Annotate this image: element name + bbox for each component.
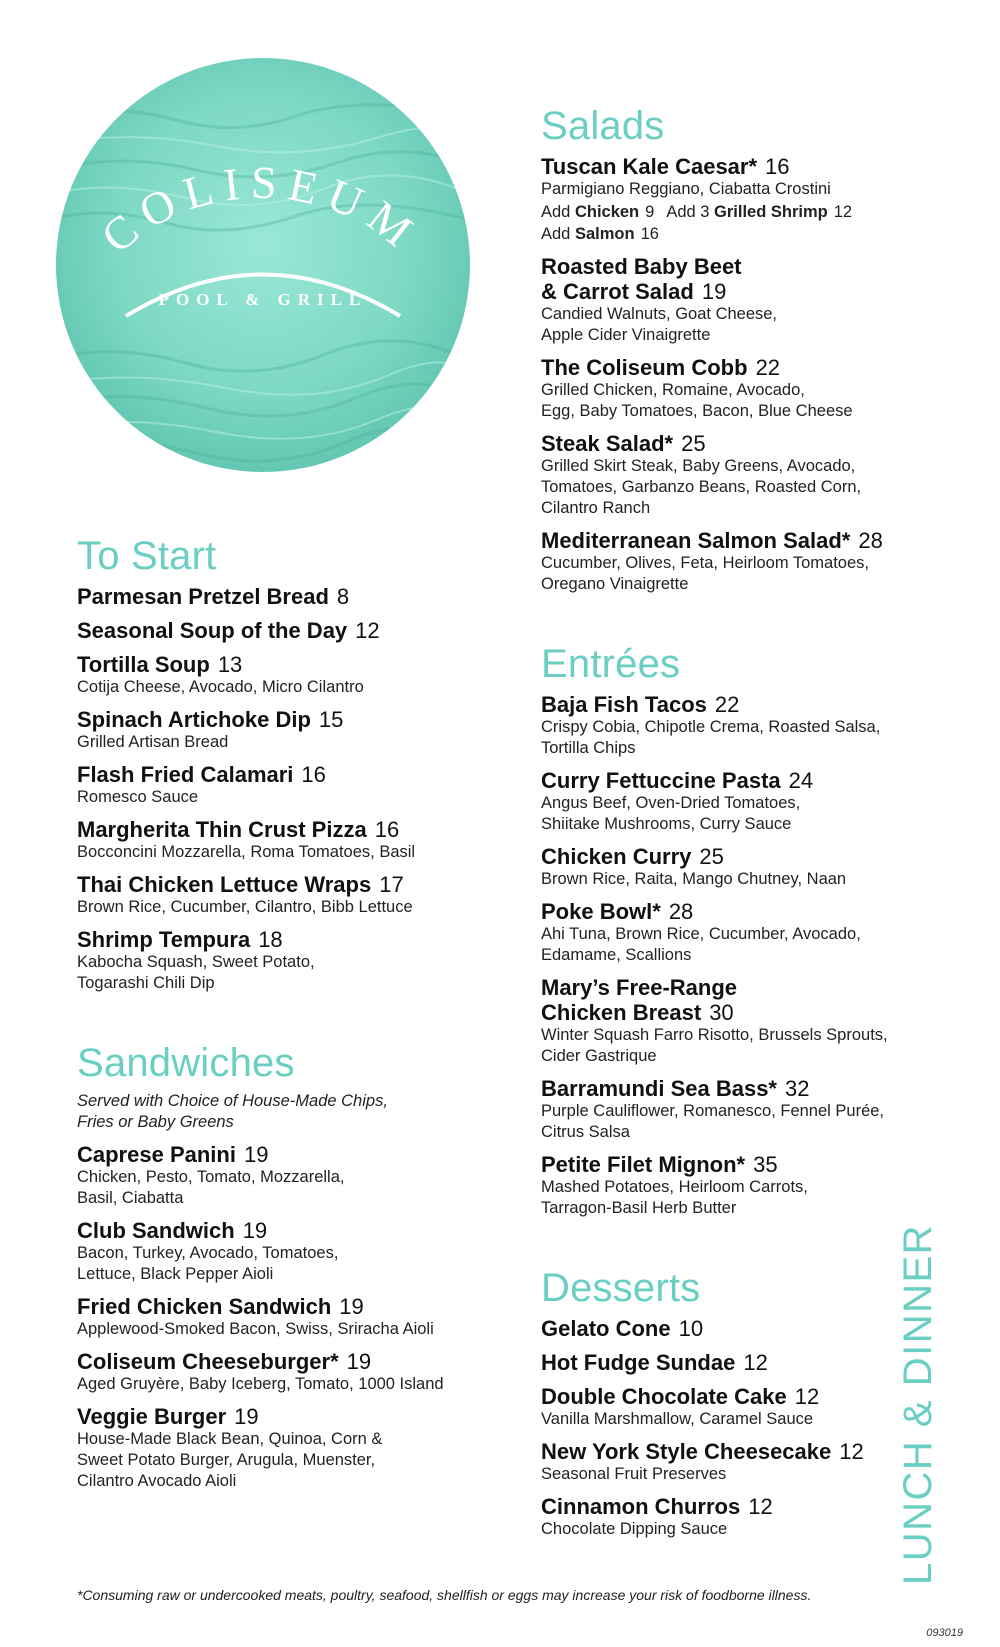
item-description: Mashed Potatoes, Heirloom Carrots, <box>541 1178 808 1196</box>
menu-item <box>77 762 497 808</box>
item-description: House-Made Black Bean, Quinoa, Corn & <box>77 1430 383 1448</box>
item-name: Petite Filet Mignon* <box>541 1152 746 1177</box>
menu-item <box>541 899 961 966</box>
menu-item <box>77 652 497 698</box>
menu-item <box>541 355 961 422</box>
menu-item <box>541 975 961 1067</box>
disclaimer: *Consuming raw or undercooked meats, poultry, seafood, shellfish or eggs may increase your risk of foodborne illness. <box>77 1587 812 1603</box>
item-name: Thai Chicken Lettuce Wraps <box>77 872 372 897</box>
item-description: Tortilla Chips <box>541 739 636 757</box>
item-description: Grilled Chicken, Romaine, Avocado, <box>541 381 805 399</box>
addon-price: 16 <box>640 224 659 243</box>
item-name: Shrimp Tempura <box>77 927 251 952</box>
section-sandwiches <box>77 1041 497 1492</box>
item-description: Citrus Salsa <box>541 1123 630 1141</box>
section-title: Salads <box>541 104 665 148</box>
item-name: Roasted Baby Beet <box>541 254 742 279</box>
item-description: Shiitake Mushrooms, Curry Sauce <box>541 815 792 833</box>
item-price: 16 <box>765 154 790 179</box>
item-name: The Coliseum Cobb <box>541 355 748 380</box>
item-name: Coliseum Cheeseburger* <box>77 1349 339 1374</box>
menu-item <box>541 431 961 519</box>
item-description: Bacon, Turkey, Avocado, Tomatoes, <box>77 1244 339 1262</box>
note-line: Served with Choice of House-Made Chips, <box>77 1092 388 1110</box>
item-name: Seasonal Soup of the Day <box>77 618 348 643</box>
item-description: Egg, Baby Tomatoes, Bacon, Blue Cheese <box>541 402 853 420</box>
item-description: Grilled Artisan Bread <box>77 733 229 751</box>
item-description: Tarragon-Basil Herb Butter <box>541 1199 737 1217</box>
item-price: 12 <box>794 1384 820 1409</box>
item-name: Chicken Curry <box>541 844 692 869</box>
left-column <box>77 534 497 1501</box>
item-description: Aged Gruyère, Baby Iceberg, Tomato, 1000 Island <box>77 1375 444 1393</box>
item-description: Purple Cauliflower, Romanesco, Fennel Purée, <box>541 1102 885 1120</box>
addon-label: Add <box>541 224 571 243</box>
item-description: Kabocha Squash, Sweet Potato, <box>77 953 315 971</box>
item-price: 16 <box>301 762 326 787</box>
item-price: 19 <box>701 279 727 304</box>
addon-name: Chicken <box>574 203 640 221</box>
item-name: Double Chocolate Cake <box>541 1384 787 1409</box>
item-price: 10 <box>678 1316 704 1341</box>
item-name: Margherita Thin Crust Pizza <box>77 817 367 842</box>
menu-item <box>77 1294 497 1340</box>
addon-name: Salmon <box>574 224 635 243</box>
item-price: 16 <box>374 817 400 842</box>
item-price: 12 <box>748 1494 773 1519</box>
menu-item <box>541 254 961 346</box>
section-salads <box>541 104 961 595</box>
item-description: Winter Squash Farro Risotto, Brussels Sprouts, <box>541 1026 888 1044</box>
menu-item <box>77 927 497 994</box>
item-description: Ahi Tuna, Brown Rice, Cucumber, Avocado, <box>541 925 861 943</box>
item-price: 19 <box>243 1142 269 1167</box>
item-name: Chicken Breast <box>541 1000 702 1025</box>
item-name: & Carrot Salad <box>541 279 694 304</box>
item-description: Bocconcini Mozzarella, Roma Tomatoes, Basil <box>77 843 416 861</box>
addon-price: 9 <box>645 203 655 221</box>
section-title: Entrées <box>541 642 681 686</box>
item-name: Fried Chicken Sandwich <box>77 1294 332 1319</box>
menu-item <box>77 1218 497 1285</box>
item-price: 22 <box>755 355 781 380</box>
item-name: New York Style Cheesecake <box>541 1439 832 1464</box>
item-description: Edamame, Scallions <box>541 946 692 964</box>
item-name: Flash Fried Calamari <box>77 762 294 787</box>
item-price: 25 <box>699 844 724 869</box>
menu-item <box>77 707 497 753</box>
item-name: Mary’s Free-Range <box>541 975 738 1000</box>
item-name: Mediterranean Salmon Salad* <box>541 528 851 553</box>
item-description: Candied Walnuts, Goat Cheese, <box>541 305 778 323</box>
section-title: Desserts <box>541 1266 701 1310</box>
section-entrees <box>541 642 961 1219</box>
item-description: Chicken, Pesto, Tomato, Mozzarella, <box>77 1168 345 1186</box>
section-note <box>77 1091 497 1133</box>
item-description: Cilantro Ranch <box>541 499 651 517</box>
menu-item <box>77 584 497 609</box>
item-description: Oregano Vinaigrette <box>541 575 689 593</box>
coliseum-logo <box>56 58 470 472</box>
item-price: 13 <box>217 652 243 677</box>
item-price: 19 <box>339 1294 364 1319</box>
item-description: Brown Rice, Raita, Mango Chutney, Naan <box>541 870 847 888</box>
item-price: 15 <box>318 707 344 732</box>
menu-item <box>541 1152 961 1219</box>
item-description: Brown Rice, Cucumber, Cilantro, Bibb Lettuce <box>77 898 413 916</box>
item-addons <box>541 202 961 245</box>
item-description: Crispy Cobia, Chipotle Crema, Roasted Salsa, <box>541 718 881 736</box>
item-price: 22 <box>714 692 740 717</box>
menu-item <box>541 768 961 835</box>
item-name: Barramundi Sea Bass* <box>541 1076 777 1101</box>
note-line: Fries or Baby Greens <box>77 1113 234 1131</box>
item-price: 8 <box>336 584 350 609</box>
item-description: Sweet Potato Burger, Arugula, Muenster, <box>77 1451 376 1469</box>
item-name: Poke Bowl* <box>541 899 661 924</box>
item-price: 12 <box>839 1439 864 1464</box>
menu-item <box>541 692 961 759</box>
item-price: 30 <box>709 1000 734 1025</box>
menu-item <box>77 1142 497 1209</box>
item-description: Grilled Skirt Steak, Baby Greens, Avocado, <box>541 457 856 475</box>
menu-item <box>541 154 961 245</box>
item-description: Vanilla Marshmallow, Caramel Sauce <box>541 1410 814 1428</box>
item-price: 28 <box>668 899 694 924</box>
item-price: 12 <box>743 1350 768 1375</box>
item-name: Gelato Cone <box>541 1316 671 1341</box>
item-description: Cucumber, Olives, Feta, Heirloom Tomatoes, <box>541 554 869 572</box>
item-name: Club Sandwich <box>77 1218 235 1243</box>
item-price: 18 <box>258 927 283 952</box>
item-price: 17 <box>379 872 404 897</box>
section-title: Sandwiches <box>77 1041 295 1085</box>
addon-label: Add 3 <box>666 203 710 221</box>
item-price: 12 <box>355 618 380 643</box>
item-description: Cider Gastrique <box>541 1047 657 1065</box>
item-price: 24 <box>788 768 814 793</box>
item-description: Lettuce, Black Pepper Aioli <box>77 1265 274 1283</box>
menu-item <box>541 844 961 890</box>
item-description: Parmigiano Reggiano, Ciabatta Crostini <box>541 180 831 198</box>
section-to-start <box>77 534 497 994</box>
item-name: Tortilla Soup <box>77 652 210 677</box>
item-name: Tuscan Kale Caesar* <box>541 154 758 179</box>
item-name: Curry Fettuccine Pasta <box>541 768 781 793</box>
item-description: Angus Beef, Oven-Dried Tomatoes, <box>541 794 801 812</box>
item-description: Basil, Ciabatta <box>77 1189 184 1207</box>
item-name: Steak Salad* <box>541 431 674 456</box>
item-description: Togarashi Chili Dip <box>77 974 215 992</box>
item-description: Seasonal Fruit Preserves <box>541 1465 727 1483</box>
menu-item <box>541 528 961 595</box>
item-name: Baja Fish Tacos <box>541 692 707 717</box>
item-description: Cotija Cheese, Avocado, Micro Cilantro <box>77 678 364 696</box>
logo-tagline: POOL & GRILL <box>158 290 368 309</box>
addon-name: Grilled Shrimp <box>714 203 828 221</box>
document-code: 093019 <box>926 1627 963 1639</box>
item-price: 19 <box>234 1404 259 1429</box>
item-name: Hot Fudge Sundae <box>541 1350 736 1375</box>
item-name: Caprese Panini <box>77 1142 236 1167</box>
item-price: 19 <box>346 1349 372 1374</box>
menu-item <box>541 1076 961 1143</box>
item-price: 35 <box>753 1152 778 1177</box>
item-description: Cilantro Avocado Aioli <box>77 1472 237 1490</box>
item-price: 28 <box>858 528 883 553</box>
side-label: LUNCH & DINNER <box>896 1223 940 1585</box>
item-description: Apple Cider Vinaigrette <box>541 326 711 344</box>
item-price: 32 <box>785 1076 810 1101</box>
item-description: Applewood-Smoked Bacon, Swiss, Sriracha Aioli <box>77 1320 434 1338</box>
item-description: Tomatoes, Garbanzo Beans, Roasted Corn, <box>541 478 862 496</box>
item-price: 25 <box>681 431 706 456</box>
item-name: Veggie Burger <box>77 1404 227 1429</box>
item-price: 19 <box>242 1218 268 1243</box>
menu-item <box>77 872 497 918</box>
section-title: To Start <box>77 534 217 578</box>
menu-item <box>77 618 497 643</box>
addon-label: Add <box>541 203 571 221</box>
item-description: Romesco Sauce <box>77 788 199 806</box>
addon-price: 12 <box>833 203 853 221</box>
menu-item <box>77 817 497 863</box>
logo-name: COLISEUM <box>91 156 430 263</box>
item-name: Parmesan Pretzel Bread <box>77 584 329 609</box>
item-name: Cinnamon Churros <box>541 1494 741 1519</box>
menu-item <box>77 1404 497 1492</box>
item-name: Spinach Artichoke Dip <box>77 707 311 732</box>
item-description: Chocolate Dipping Sauce <box>541 1520 728 1538</box>
menu-item <box>77 1349 497 1395</box>
